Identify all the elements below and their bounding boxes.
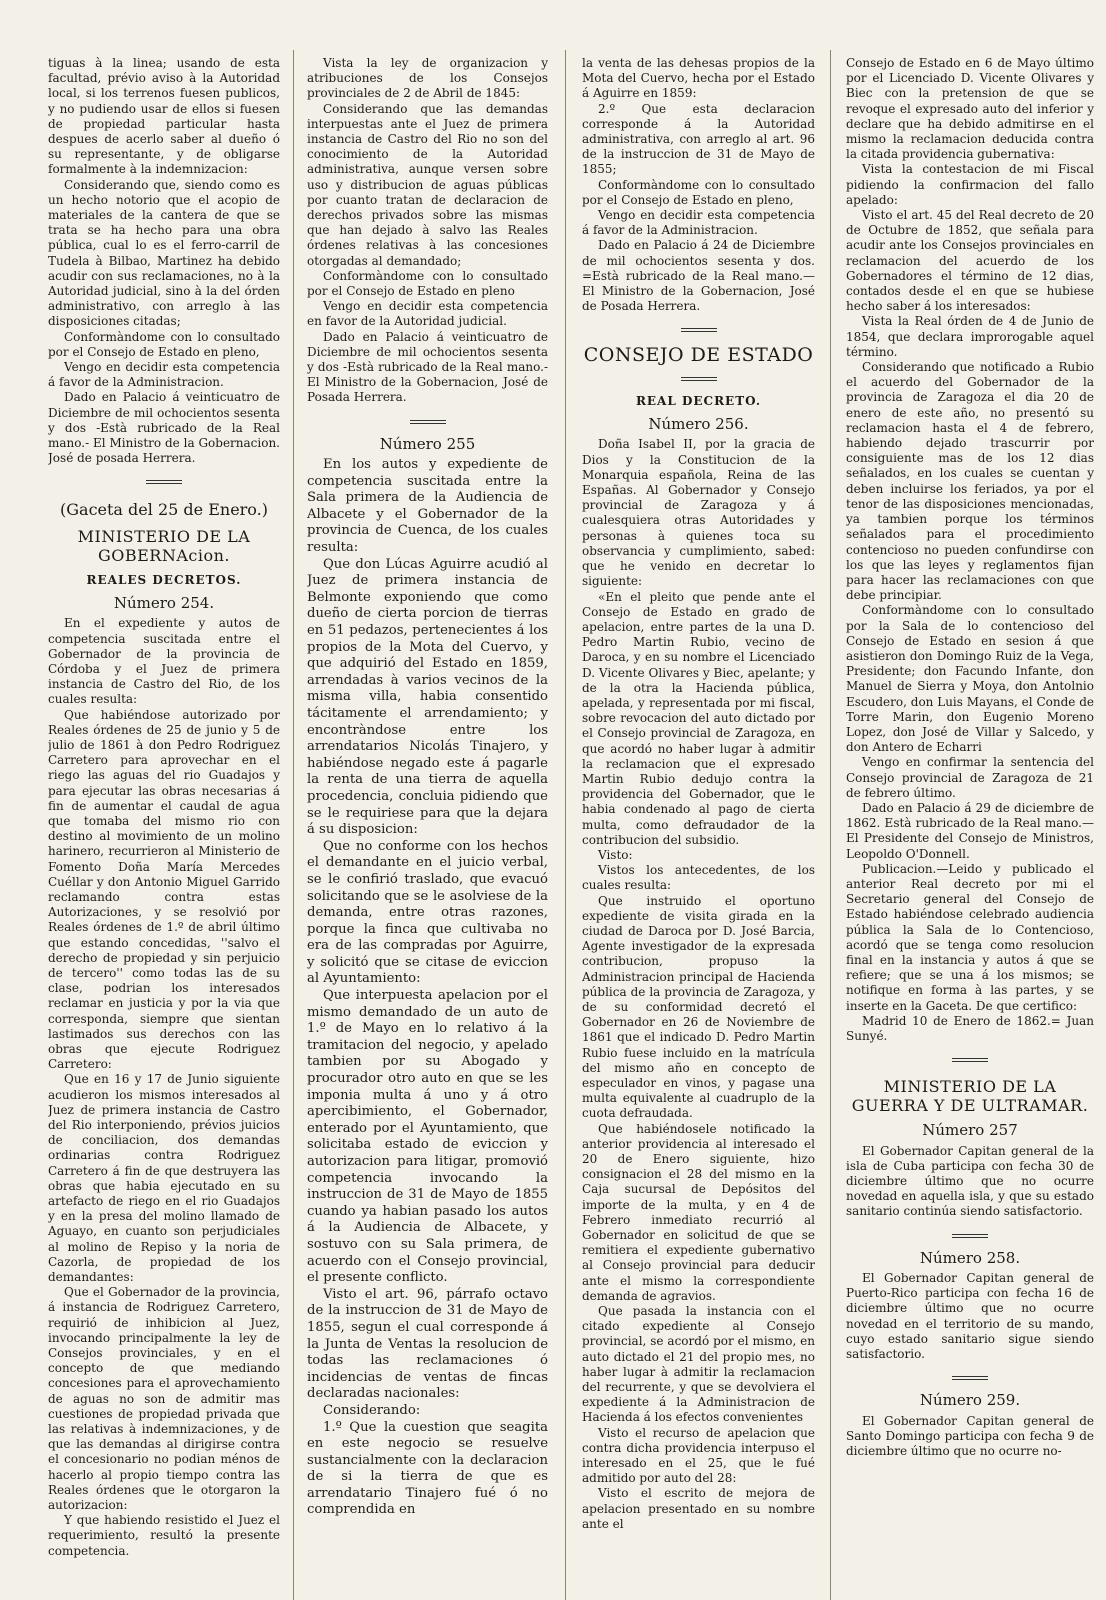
section-heading: CONSEJO DE ESTADO — [583, 343, 814, 366]
paragraph: Vengo en decidir esta competencia en favor de la Autoridad judicial. — [307, 299, 548, 329]
paragraph: la venta de las dehesas propios de la Mota del Cuervo, hecha por el Estado á Aguirre en 1859: — [582, 56, 815, 101]
paragraph: Que pasada la instancia con el citado expediente al Consejo provincial, se acordó por el mismo, en auto dictado el 21 del propio mes, no haber lugar à admitir la reclamacion del recurrente, y que se devolviera el expediente á la Administracion de Hacienda á los efectos convenientes — [582, 1304, 815, 1425]
ministry-heading: MINISTERIO DE LA GOBERNAcion. — [77, 526, 251, 565]
signature-paragraph: Dado en Palacio á veinticuatro de Diciembre de mil ochocientos sesenta y dos -Està rubricado de la Real mano.-El Ministro de la Gobernacion, José de Posada Herrera. — [307, 329, 548, 405]
paragraph: Vista la contestacion de mi Fiscal pidiendo la confirmacion del fallo apelado: — [846, 162, 1094, 207]
paragraph: En los autos y expediente de competencia suscitada entre la Sala primera de la Audiencia de Albacete y el Gobernador de la provincia de Cuenca, de los cuales resulta: — [307, 457, 548, 556]
paragraph: 1.º Que la cuestion que seagita en este negocio se resuelve sustancialmente con la declaracion de si la tierra de que es arrendatario Tinajero fué ó no comprendida en — [307, 1419, 548, 1518]
paragraph: En el expediente y autos de competencia suscitada entre el Gobernador de la provincia de Córdoba y el Juez de primera instancia de Castro del Rio, de los cuales resulta: — [48, 616, 280, 707]
paragraph: Doña Isabel II, por la gracia de Dios y la Constitucion de la Monarquia española, Reina de las Españas. Al Gobernador y Consejo provincial de Zaragoza y á cualesquiera otras Autoridades y personas à quienes toca su observancia y cumplimiento, sabed: que he venido en decretar lo siguiente: — [582, 437, 815, 589]
signature-paragraph: Dado en Palacio á veinticuatro de Diciembre de mil ochocientos sesenta y dos -Està rubricado de la Real mano.- El Ministro de la Gobernacion. José de posada Herrera. — [48, 390, 280, 466]
paragraph: Vista la Real órden de 4 de Junio de 1854, que declara improrogable aquel término. — [846, 314, 1094, 359]
paragraph: Considerando que las demandas interpuestas ante el Juez de primera instancia de Castro del Rio no son del conocimiento de la Autoridad administrativa, aunque versen sobre uso y distribucion de aguas públicas por cuanto tratan de declaracion de derechos privados sobre las mismas que han dejado à salvo las Reales órdenes relativas à las concesiones otorgadas al demandado; — [307, 101, 548, 268]
paragraph: Que habiéndosele notificado la anterior providencia al interesado el 20 de Enero siguiente, hizo consignacion el 28 del mismo en la Caja sucursal de Depósitos del importe de la multa, y en 4 de Febrero inmediato recurrió al Gobernador en solicitud de que se remitiera el expediente gubernativo al Consejo provincial para deducir ante el mismo la correspondiente demanda de agravios. — [582, 1121, 815, 1303]
paragraph: Vista la ley de organizacion y atribuciones de los Consejos provinciales de 2 de Abril de 1845: — [307, 56, 548, 101]
paragraph: Visto el recurso de apelacion que contra dicha providencia interpuso el interesado en el 25, que le fué admitido por auto del 28: — [582, 1425, 815, 1486]
paragraph: Conformàndome con lo consultado por el Consejo de Estado en pleno — [307, 268, 548, 299]
separator — [846, 1052, 1094, 1067]
paragraph: Vengo en decidir esta competencia á favor de la Administracion. — [582, 208, 815, 238]
ministry-heading: MINISTERIO DE LA GUERRA Y DE ULTRAMAR. — [851, 1077, 1089, 1116]
paragraph: Publicacion.—Leido y publicado el anterior Real decreto por mi el Secretario general del Consejo de Estado habiéndose celebrado audiencia pública la Sala de lo Contencioso, acordó que se tenga como resolucion final en la instancia y autos á que se refiere; que se una á los mismos; se notifique en forma à las partes, y se inserte en la Gaceta. De que certifico: — [846, 861, 1094, 1013]
paragraph: Que don Lúcas Aguirre acudió al Juez de primera instancia de Belmonte exponiendo que como dueño de cierta porcion de tierras en 51 pedazos, pertenecientes á los propios de la Mota del Cuervo, y que adquirió del Estado en 1859, arrendadas à varios vecinos de la misma villa, habia consentido tácitamente el arrendamiento; y encontràndose entre los arrendatarios Nicolás Tinajero, y habiéndose negado este á pagarle la renta de una tierra de aquella procedencia, concluia pidiendo que se le requiriese para que la dejara á su disposicion: — [307, 556, 548, 838]
paragraph: El Gobernador Capitan general de Puerto-Rico participa con fecha 16 de diciembre último que no ocurre novedad en el territorio de su mando, cuyo estado sanitario sigue siendo satisfactorio. — [846, 1271, 1094, 1362]
separator — [846, 1370, 1094, 1385]
signature-line: Madrid 10 de Enero de 1862.= Juan Sunyé. — [846, 1013, 1094, 1043]
decree-number: Número 258. — [919, 1248, 1021, 1267]
separator — [582, 371, 815, 386]
column-rule — [565, 50, 566, 1600]
paragraph: El Gobernador Capitan general de Santo Domingo participa con fecha 9 de diciembre último que no ocurre no- — [846, 1413, 1094, 1459]
large-type-block — [307, 457, 548, 1519]
signature-paragraph: Dado en Palacio á 24 de Diciembre de mil ochocientos sesenta y dos. =Està rubricado de la Real mano.— El Ministro de la Gobernacion, José de Posada Herrera. — [582, 238, 815, 314]
paragraph: Considerando: — [323, 1402, 421, 1418]
column-rule — [830, 50, 831, 1600]
paragraph: El Gobernador Capitan general de la isla de Cuba participa con fecha 30 de diciembre último que no ocurre novedad en aquella isla, y que su estado sanitario continúa siendo satisfactorio. — [846, 1143, 1094, 1219]
paragraph: Visto el escrito de mejora de apelacion presentado en su nombre ante el — [582, 1486, 815, 1531]
decree-number: Número 255 — [379, 434, 476, 453]
paragraph: Consejo de Estado en 6 de Mayo último por el Licenciado D. Vicente Olivares y Biec con la pretension de que se revoque el expresado auto del inferior y declare que ha debido admitirse en el mismo la reclamacion deducida contra la citada providencia gubernativa: — [846, 56, 1094, 162]
paragraph: Conformàndome con lo consultado por la Sala de lo contencioso del Consejo de Estado en sesion á que asistieron don Domingo Ruiz de la Vega, Presidente; don Facundo Infante, don Manuel de Sierra y Moya, don Antolnio Escudero, don Luis Mayans, el Conde de Torre Marin, don Eugenio Moreno Lopez, don José de Villar y Salcedo, y don Antero de Echarri — [846, 603, 1094, 755]
column-3 — [582, 56, 815, 1594]
decree-number: Número 259. — [919, 1391, 1021, 1410]
section-subheading: REAL DECRETO. — [635, 394, 762, 409]
column-1 — [48, 56, 280, 1594]
separator — [48, 474, 280, 489]
paragraph: Visto: — [598, 847, 633, 862]
column-4 — [846, 56, 1094, 1594]
separator — [307, 414, 548, 429]
separator — [582, 322, 815, 337]
column-2 — [307, 56, 548, 1594]
paragraph: Vengo en confirmar la sentencia del Consejo provincial de Zaragoza de 21 de febrero último. — [846, 755, 1094, 800]
paragraph: Considerando que, siendo como es un hecho notorio que el acopio de materiales de la cantera de que se trata se ha hecho para una obra pública, cual lo es el ferro-carril de Tudela à Bilbao, Martinez ha debido acudir con sus reclamaciones, no à la Autoridad judicial, sino à la del órden administrativo, con arreglo à las disposiciones citadas; — [48, 177, 280, 329]
paragraph: tiguas à la linea; usando de esta facultad, prévio aviso à la Autoridad local, si los terrenos fuesen publicos, y no pudiendo usar de ellos si fuesen de propiedad particular hasta despues de acerlo saber al dueño ó su representante, y de obligarse formalmente à la indemnizacion: — [48, 56, 280, 177]
paragraph: Que no conforme con los hechos el demandante en el juicio verbal, se le confirió traslado, que evacuó solicitando que se le asolviese de la demanda, entre otras razones, porque la finca que cultivaba no era de las compradas por Aguirre, y solicitó que se citase de eviccion al Ayuntamiento: — [307, 838, 548, 987]
paragraph: Que interpuesta apelacion por el mismo demandado de un auto de 1.º de Mayo en lo relativo á la tramitacion del negocio, y apelado tambien por su Abogado y procurador otro auto en que se les imponia multa á uno y á otro apercibimiento, el Gobernador, enterado por el Ayuntamiento, que solicitaba estado de eviccion y autorizacion para litigar, promovió competencia invocando la instruccion de 31 de Mayo de 1855 cuando ya habian pasado los autos á la Audiencia de Albacete, y sostuvo con su Sala primera, de acuerdo con el Consejo provincial, el presente conflicto. — [307, 988, 548, 1286]
separator — [846, 1228, 1094, 1243]
paragraph: Conformàndome con lo consultado por el Consejo de Estado en pleno, — [582, 177, 815, 207]
paragraph: Vistos los antecedentes, de los cuales resulta: — [582, 863, 815, 893]
paragraph: Conformàndome con lo consultado por el Consejo de Estado en pleno, — [48, 329, 280, 359]
paragraph: Que el Gobernador de la provincia, á instancia de Rodriguez Carretero, requirió de inhibicion al Juez, invocando principalmente la ley de Consejos provinciales, y en el concepto de que mediando concesiones para el aprovechamiento de aguas no son de admitir mas cuestiones de propiedad privada que las relativas à indemnizaciones, y de que las demandas al dirigirse contra el concesionario no podian ménos de hacerlo al propio tiempo contra las Reales órdenes que le otorgaron la autorizacion: — [48, 1285, 280, 1513]
section-subheading: REALES DECRETOS. — [86, 572, 242, 587]
decree-number: Número 254. — [113, 594, 215, 613]
decree-number: Número 257 — [922, 1121, 1018, 1140]
paragraph: Dado en Palacio á 29 de diciembre de 1862. Està rubricado de la Real mano.—El Presidente del Consejo de Ministros, Leopoldo O'Donnell. — [846, 800, 1094, 861]
paragraph: Vengo en decidir esta competencia á favor de la Administracion. — [48, 360, 280, 390]
gaceta-date-heading: (Gaceta del 25 de Enero.) — [60, 499, 268, 519]
paragraph: Visto el art. 45 del Real decreto de 20 de Octubre de 1852, que señala para acudir ante los Consejos provinciales en reclamacion del acuerdo de los Gobernadores el término de 12 dias, contados desde el en que se hubiese hecho saber á los interesados: — [846, 208, 1094, 314]
paragraph: 2.º Que esta declaracion corresponde á la Autoridad administrativa, con arreglo al art. 96 de la instruccion de 31 de Mayo de 1855; — [582, 101, 815, 177]
paragraph: Que en 16 y 17 de Junio siguiente acudieron los mismos interesados al Juez de primera instancia de Castro del Rio interponiendo, prévios juicios de conciliacion, dos demandas ordinarias contra Rodriguez Carretero á fin de que destruyera las obras que habia ejecutado en su artefacto de riego en el rio Guadajos y en la presa del molino llamado de Aguayo, en cuanto son perjudiciales al molino de Repiso y la noria de Cazorla, de propiedad de los demandantes: — [48, 1072, 280, 1285]
paragraph: Y que habiendo resistido el Juez el requerimiento, resultó la presente competencia. — [48, 1513, 280, 1558]
paragraph: Que habiéndose autorizado por Reales órdenes de 25 de junio y 5 de julio de 1861 à don Pedro Rodriguez Carretero para aprovechar en el riego las aguas del rio Guadajos y para ejecutar las obras necesarias á fin de aumentar el caudal de agua que tomaba del mismo rio con destino al movimiento de un molino harinero, recurrieron al Ministerio de Fomento Doña María Mercedes Cuéllar y don Antonio Miguel Garrido reclamando contra estas Autorizaciones, y se resolvió por Reales órdenes de 1.º de abril último que estando concedidas, ''salvo el derecho de propiedad y sin perjuicio de tercero'' como todas las de su clase, podrian los interesados reclamar en justicia y por la via que corresponda, siempre que sientan lastimados sus derechos con las obras que ejecute Rodriguez Carretero: — [48, 707, 280, 1072]
paragraph: Que instruido el oportuno expediente de visita girada en la ciudad de Daroca por D. José Barcia, Agente investigador de la expresada contribucion, propuso la Administracion principal de Hacienda pública de la provincia de Zaragoza, y de su conformidad decretó el Gobernador en 26 de Noviembre de 1861 que el indicado D. Pedro Martin Rubio fuese incluido en la matrícula del mismo año en concepto de especulador en vinos, y pagase una multa equivalente al cuadruplo de la cuota defraudada. — [582, 893, 815, 1121]
paragraph: «En el pleito que pende ante el Consejo de Estado en grado de apelacion, entre partes de la una D. Pedro Martin Rubio, vecino de Daroca, y en su nombre el Licenciado D. Vicente Olivares y Biec, apelante; y de la otra la Hacienda pública, apelada, y representada por mi fiscal, sobre revocacion del auto dictado por el Consejo provincial de Zaragoza, en que acordó no haber lugar à admitir la reclamacion que el expresado Martin Rubio dedujo contra la providencia del Gobernador, que le habia condenado al pago de cierta multa, como defraudador de la contribucion del subsidio. — [582, 589, 815, 847]
paragraph: Visto el art. 96, párrafo octavo de la instruccion de 31 de Mayo de 1855, segun el cual corresponde á la Junta de Ventas la resolucion de todas las reclamaciones ó incidencias de ventas de fincas declaradas nacionales: — [307, 1286, 548, 1402]
paragraph: Considerando que notificado a Rubio el acuerdo del Gobernador de la provincia de Zaragoza el dia 20 de enero de este año, no presentó su reclamacion hasta el 4 de febrero, habiendo dejado trascurrir por consiguiente mas de los 12 dias señalados, en los cuales se cuentan y deben incluirse los feriados, ya por el tenor de las disposiciones mencionadas, ya tambien porque los términos señalados para el procedimiento contencioso no pueden confundirse con los que las leyes y reglamentos fijan para hacer las reclamaciones con que debe principiar. — [846, 360, 1094, 603]
column-rule — [293, 50, 294, 1600]
decree-number: Número 256. — [648, 415, 749, 434]
